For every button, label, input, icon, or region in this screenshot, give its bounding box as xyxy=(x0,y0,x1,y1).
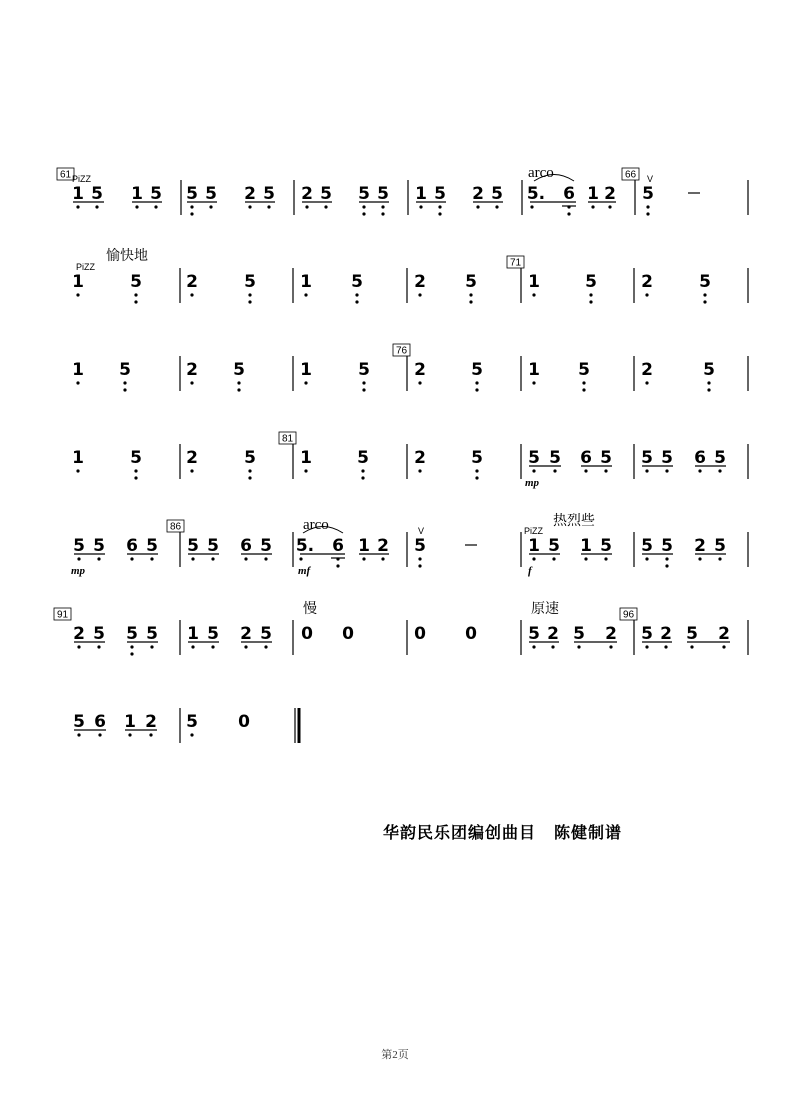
note: 2 xyxy=(301,184,313,204)
octave-dot xyxy=(264,645,267,648)
octave-dot xyxy=(707,381,710,384)
note: 1 xyxy=(528,536,540,556)
note: 1 xyxy=(72,272,84,292)
tempo-marking: 热烈些 xyxy=(553,513,595,529)
octave-dot xyxy=(267,205,270,208)
octave-dot xyxy=(134,293,137,296)
octave-dot xyxy=(584,469,587,472)
octave-dot xyxy=(475,381,478,384)
octave-dot xyxy=(76,293,79,296)
note: 5 xyxy=(686,624,698,644)
octave-dot xyxy=(134,300,137,303)
octave-dot xyxy=(469,293,472,296)
octave-dot xyxy=(698,557,701,560)
octave-dot xyxy=(582,381,585,384)
system-5 xyxy=(71,512,748,577)
note: 5 xyxy=(91,184,103,204)
octave-dot xyxy=(532,469,535,472)
octave-dot xyxy=(698,469,701,472)
note: 5 xyxy=(434,184,446,204)
octave-dot xyxy=(476,205,479,208)
octave-dot xyxy=(304,293,307,296)
note: 5 xyxy=(471,448,483,468)
note: 5 xyxy=(244,272,256,292)
octave-dot xyxy=(355,300,358,303)
note: 5 xyxy=(150,184,162,204)
note: 5 xyxy=(699,272,711,292)
octave-dot xyxy=(703,300,706,303)
octave-dot xyxy=(248,469,251,472)
note: 0 xyxy=(414,624,426,644)
octave-dot xyxy=(645,293,648,296)
octave-dot xyxy=(584,557,587,560)
note: 5 xyxy=(471,360,483,380)
octave-dot xyxy=(553,469,556,472)
octave-dot xyxy=(362,205,365,208)
note: 2 xyxy=(244,184,256,204)
note: 5 xyxy=(119,360,131,380)
page-number: 第2页 xyxy=(381,1049,409,1061)
note: 5 xyxy=(377,184,389,204)
measure-number: 91 xyxy=(56,609,69,621)
octave-dot xyxy=(244,557,247,560)
octave-dot xyxy=(381,212,384,215)
note: 1 xyxy=(415,184,427,204)
note: 2 xyxy=(186,272,198,292)
octave-dot xyxy=(304,381,307,384)
octave-dot xyxy=(264,557,267,560)
note: 5 xyxy=(320,184,332,204)
note: 1 xyxy=(131,184,143,204)
octave-dot xyxy=(362,212,365,215)
note: 2 xyxy=(641,360,653,380)
octave-dot xyxy=(211,645,214,648)
note: 2 xyxy=(414,272,426,292)
note: 6 xyxy=(563,184,575,204)
note: 6 xyxy=(332,536,344,556)
octave-dot xyxy=(305,205,308,208)
octave-dot xyxy=(123,381,126,384)
note: 5 xyxy=(358,360,370,380)
octave-dot xyxy=(98,733,101,736)
octave-dot xyxy=(532,645,535,648)
note: 5 xyxy=(661,536,673,556)
octave-dot xyxy=(665,564,668,567)
note: 5 xyxy=(93,536,105,556)
octave-dot xyxy=(591,205,594,208)
octave-dot xyxy=(551,645,554,648)
note: 5 xyxy=(600,448,612,468)
note: 5 xyxy=(585,272,597,292)
note: 5 xyxy=(714,448,726,468)
note: 2 xyxy=(604,184,616,204)
system-4 xyxy=(72,432,748,489)
note: 2 xyxy=(414,360,426,380)
octave-dot xyxy=(418,293,421,296)
note: 5 xyxy=(357,448,369,468)
credit-arranger: 陈健制谱 xyxy=(554,823,623,842)
note: 5 xyxy=(130,272,142,292)
note: 5 xyxy=(73,712,85,732)
octave-dot xyxy=(134,476,137,479)
octave-dot xyxy=(567,212,570,215)
octave-dot xyxy=(609,645,612,648)
octave-dot xyxy=(237,381,240,384)
note: 5 xyxy=(126,624,138,644)
note: 6 xyxy=(580,448,592,468)
octave-dot xyxy=(95,205,98,208)
dynamic-marking: mp xyxy=(71,565,86,577)
note: 5. xyxy=(526,184,546,204)
octave-dot xyxy=(190,733,193,736)
octave-dot xyxy=(362,388,365,391)
octave-dot xyxy=(645,557,648,560)
octave-dot xyxy=(722,645,725,648)
octave-dot xyxy=(646,212,649,215)
note: 2 xyxy=(660,624,672,644)
note: 6 xyxy=(694,448,706,468)
note: 6 xyxy=(94,712,106,732)
octave-dot xyxy=(76,381,79,384)
octave-dot xyxy=(532,557,535,560)
octave-dot xyxy=(135,205,138,208)
octave-dot xyxy=(645,381,648,384)
octave-dot xyxy=(123,388,126,391)
octave-dot xyxy=(418,469,421,472)
tempo-marking: 原速 xyxy=(531,601,559,617)
note: 5 xyxy=(244,448,256,468)
note: 1 xyxy=(72,360,84,380)
note: 2 xyxy=(718,624,730,644)
system-1 xyxy=(57,165,748,216)
articulation-mark: PiZZ xyxy=(76,262,95,272)
octave-dot xyxy=(532,293,535,296)
note: 0 xyxy=(238,712,250,732)
octave-dot xyxy=(130,645,133,648)
note: 2 xyxy=(547,624,559,644)
octave-dot xyxy=(134,469,137,472)
octave-dot xyxy=(381,205,384,208)
articulation-mark: PiZZ xyxy=(524,526,543,536)
octave-dot xyxy=(645,469,648,472)
note: 1 xyxy=(187,624,199,644)
note: 5 xyxy=(549,448,561,468)
note: 1 xyxy=(300,360,312,380)
octave-dot xyxy=(646,205,649,208)
measure-number: 71 xyxy=(509,257,522,269)
octave-dot xyxy=(248,300,251,303)
octave-dot xyxy=(552,557,555,560)
octave-dot xyxy=(244,645,247,648)
octave-dot xyxy=(475,388,478,391)
note: 5 xyxy=(642,184,654,204)
note: 2 xyxy=(694,536,706,556)
octave-dot xyxy=(589,300,592,303)
octave-dot xyxy=(336,564,339,567)
octave-dot xyxy=(190,381,193,384)
note: 1 xyxy=(528,272,540,292)
octave-dot xyxy=(299,557,302,560)
tempo-marking: 愉快地 xyxy=(106,248,148,264)
note: 5 xyxy=(233,360,245,380)
octave-dot xyxy=(149,733,152,736)
note: 5 xyxy=(187,536,199,556)
credit-org: 华韵民乐团编创曲目 xyxy=(383,823,537,842)
note: 5 xyxy=(661,448,673,468)
octave-dot xyxy=(419,205,422,208)
note: 5 xyxy=(548,536,560,556)
octave-dot xyxy=(604,469,607,472)
octave-dot xyxy=(248,476,251,479)
octave-dot xyxy=(77,645,80,648)
measure-number: 66 xyxy=(624,169,637,181)
octave-dot xyxy=(582,388,585,391)
octave-dot xyxy=(438,205,441,208)
note: 5 xyxy=(263,184,275,204)
note: 5 xyxy=(573,624,585,644)
note: 2 xyxy=(472,184,484,204)
note: 5. xyxy=(295,536,315,556)
note: 1 xyxy=(72,184,84,204)
system-6 xyxy=(54,600,748,656)
octave-dot xyxy=(604,557,607,560)
octave-dot xyxy=(532,381,535,384)
note: 5 xyxy=(528,448,540,468)
note: 1 xyxy=(587,184,599,204)
note: 1 xyxy=(580,536,592,556)
octave-dot xyxy=(707,388,710,391)
octave-dot xyxy=(718,469,721,472)
octave-dot xyxy=(495,205,498,208)
note: 5 xyxy=(703,360,715,380)
octave-dot xyxy=(97,557,100,560)
note: 5 xyxy=(73,536,85,556)
note: 2 xyxy=(186,360,198,380)
octave-dot xyxy=(381,557,384,560)
octave-dot xyxy=(304,469,307,472)
note: 5 xyxy=(528,624,540,644)
octave-dot xyxy=(237,388,240,391)
note: 2 xyxy=(414,448,426,468)
octave-dot xyxy=(248,205,251,208)
note: 5 xyxy=(186,712,198,732)
measure-number: 86 xyxy=(169,521,182,533)
octave-dot xyxy=(190,293,193,296)
system-2 xyxy=(72,247,748,304)
dynamic-marking: mp xyxy=(525,477,540,489)
note: 5 xyxy=(600,536,612,556)
note: 5 xyxy=(186,184,198,204)
dynamic-marking: f xyxy=(528,565,532,577)
note: 1 xyxy=(300,272,312,292)
measure-number: 96 xyxy=(622,609,635,621)
octave-dot xyxy=(130,557,133,560)
octave-dot xyxy=(645,645,648,648)
note: 1 xyxy=(300,448,312,468)
note: 5 xyxy=(260,536,272,556)
measure-number: 81 xyxy=(281,433,294,445)
octave-dot xyxy=(191,557,194,560)
octave-dot xyxy=(128,733,131,736)
octave-dot xyxy=(150,557,153,560)
note: 5 xyxy=(205,184,217,204)
note: 5 xyxy=(491,184,503,204)
octave-dot xyxy=(418,381,421,384)
tempo-marking: arco xyxy=(303,517,329,533)
note: 1 xyxy=(124,712,136,732)
articulation-mark: V xyxy=(647,174,654,184)
octave-dot xyxy=(589,293,592,296)
note: 2 xyxy=(377,536,389,556)
octave-dot xyxy=(469,300,472,303)
octave-dot xyxy=(130,652,133,655)
octave-dot xyxy=(665,557,668,560)
octave-dot xyxy=(190,469,193,472)
octave-dot xyxy=(665,469,668,472)
note: 5 xyxy=(130,448,142,468)
note: 0 xyxy=(301,624,313,644)
octave-dot xyxy=(361,476,364,479)
note: 5 xyxy=(465,272,477,292)
tempo-marking: 慢 xyxy=(303,601,317,617)
note: 5 xyxy=(93,624,105,644)
note: 2 xyxy=(605,624,617,644)
note: 5 xyxy=(260,624,272,644)
system-3 xyxy=(72,344,748,392)
note: 1 xyxy=(358,536,370,556)
note: 5 xyxy=(714,536,726,556)
note: 5 xyxy=(146,536,158,556)
octave-dot xyxy=(355,293,358,296)
note: 5 xyxy=(351,272,363,292)
octave-dot xyxy=(530,205,533,208)
note: 5 xyxy=(578,360,590,380)
note: 5 xyxy=(641,624,653,644)
note: 6 xyxy=(126,536,138,556)
tempo-marking: arco xyxy=(528,165,554,181)
octave-dot xyxy=(77,733,80,736)
dynamic-marking: mf xyxy=(298,565,311,577)
octave-dot xyxy=(190,212,193,215)
note: 5 xyxy=(207,536,219,556)
octave-dot xyxy=(248,293,251,296)
octave-dot xyxy=(690,645,693,648)
note: 2 xyxy=(240,624,252,644)
measure-number: 61 xyxy=(59,169,72,181)
octave-dot xyxy=(154,205,157,208)
octave-dot xyxy=(191,645,194,648)
note: 5 xyxy=(207,624,219,644)
note: 5 xyxy=(146,624,158,644)
octave-dot xyxy=(362,557,365,560)
articulation-mark: PiZZ xyxy=(72,174,91,184)
note: 6 xyxy=(240,536,252,556)
note: 2 xyxy=(73,624,85,644)
note: 1 xyxy=(72,448,84,468)
note: 0 xyxy=(342,624,354,644)
octave-dot xyxy=(577,645,580,648)
note: 5 xyxy=(414,536,426,556)
note: 2 xyxy=(641,272,653,292)
articulation-mark: V xyxy=(418,526,425,536)
octave-dot xyxy=(324,205,327,208)
note: 5 xyxy=(641,536,653,556)
octave-dot xyxy=(76,205,79,208)
octave-dot xyxy=(76,469,79,472)
note: 2 xyxy=(145,712,157,732)
note: 0 xyxy=(465,624,477,644)
system-7 xyxy=(73,708,299,743)
octave-dot xyxy=(77,557,80,560)
octave-dot xyxy=(209,205,212,208)
octave-dot xyxy=(438,212,441,215)
octave-dot xyxy=(211,557,214,560)
note: 5 xyxy=(358,184,370,204)
octave-dot xyxy=(362,381,365,384)
octave-dot xyxy=(703,293,706,296)
octave-dot xyxy=(97,645,100,648)
octave-dot xyxy=(475,476,478,479)
octave-dot xyxy=(190,205,193,208)
octave-dot xyxy=(361,469,364,472)
credit-line xyxy=(383,820,640,843)
octave-dot xyxy=(418,557,421,560)
octave-dot xyxy=(475,469,478,472)
octave-dot xyxy=(150,645,153,648)
octave-dot xyxy=(664,645,667,648)
octave-dot xyxy=(718,557,721,560)
octave-dot xyxy=(608,205,611,208)
note: 5 xyxy=(641,448,653,468)
measure-number: 76 xyxy=(395,345,408,357)
note: 1 xyxy=(528,360,540,380)
octave-dot xyxy=(418,564,421,567)
note: 2 xyxy=(186,448,198,468)
